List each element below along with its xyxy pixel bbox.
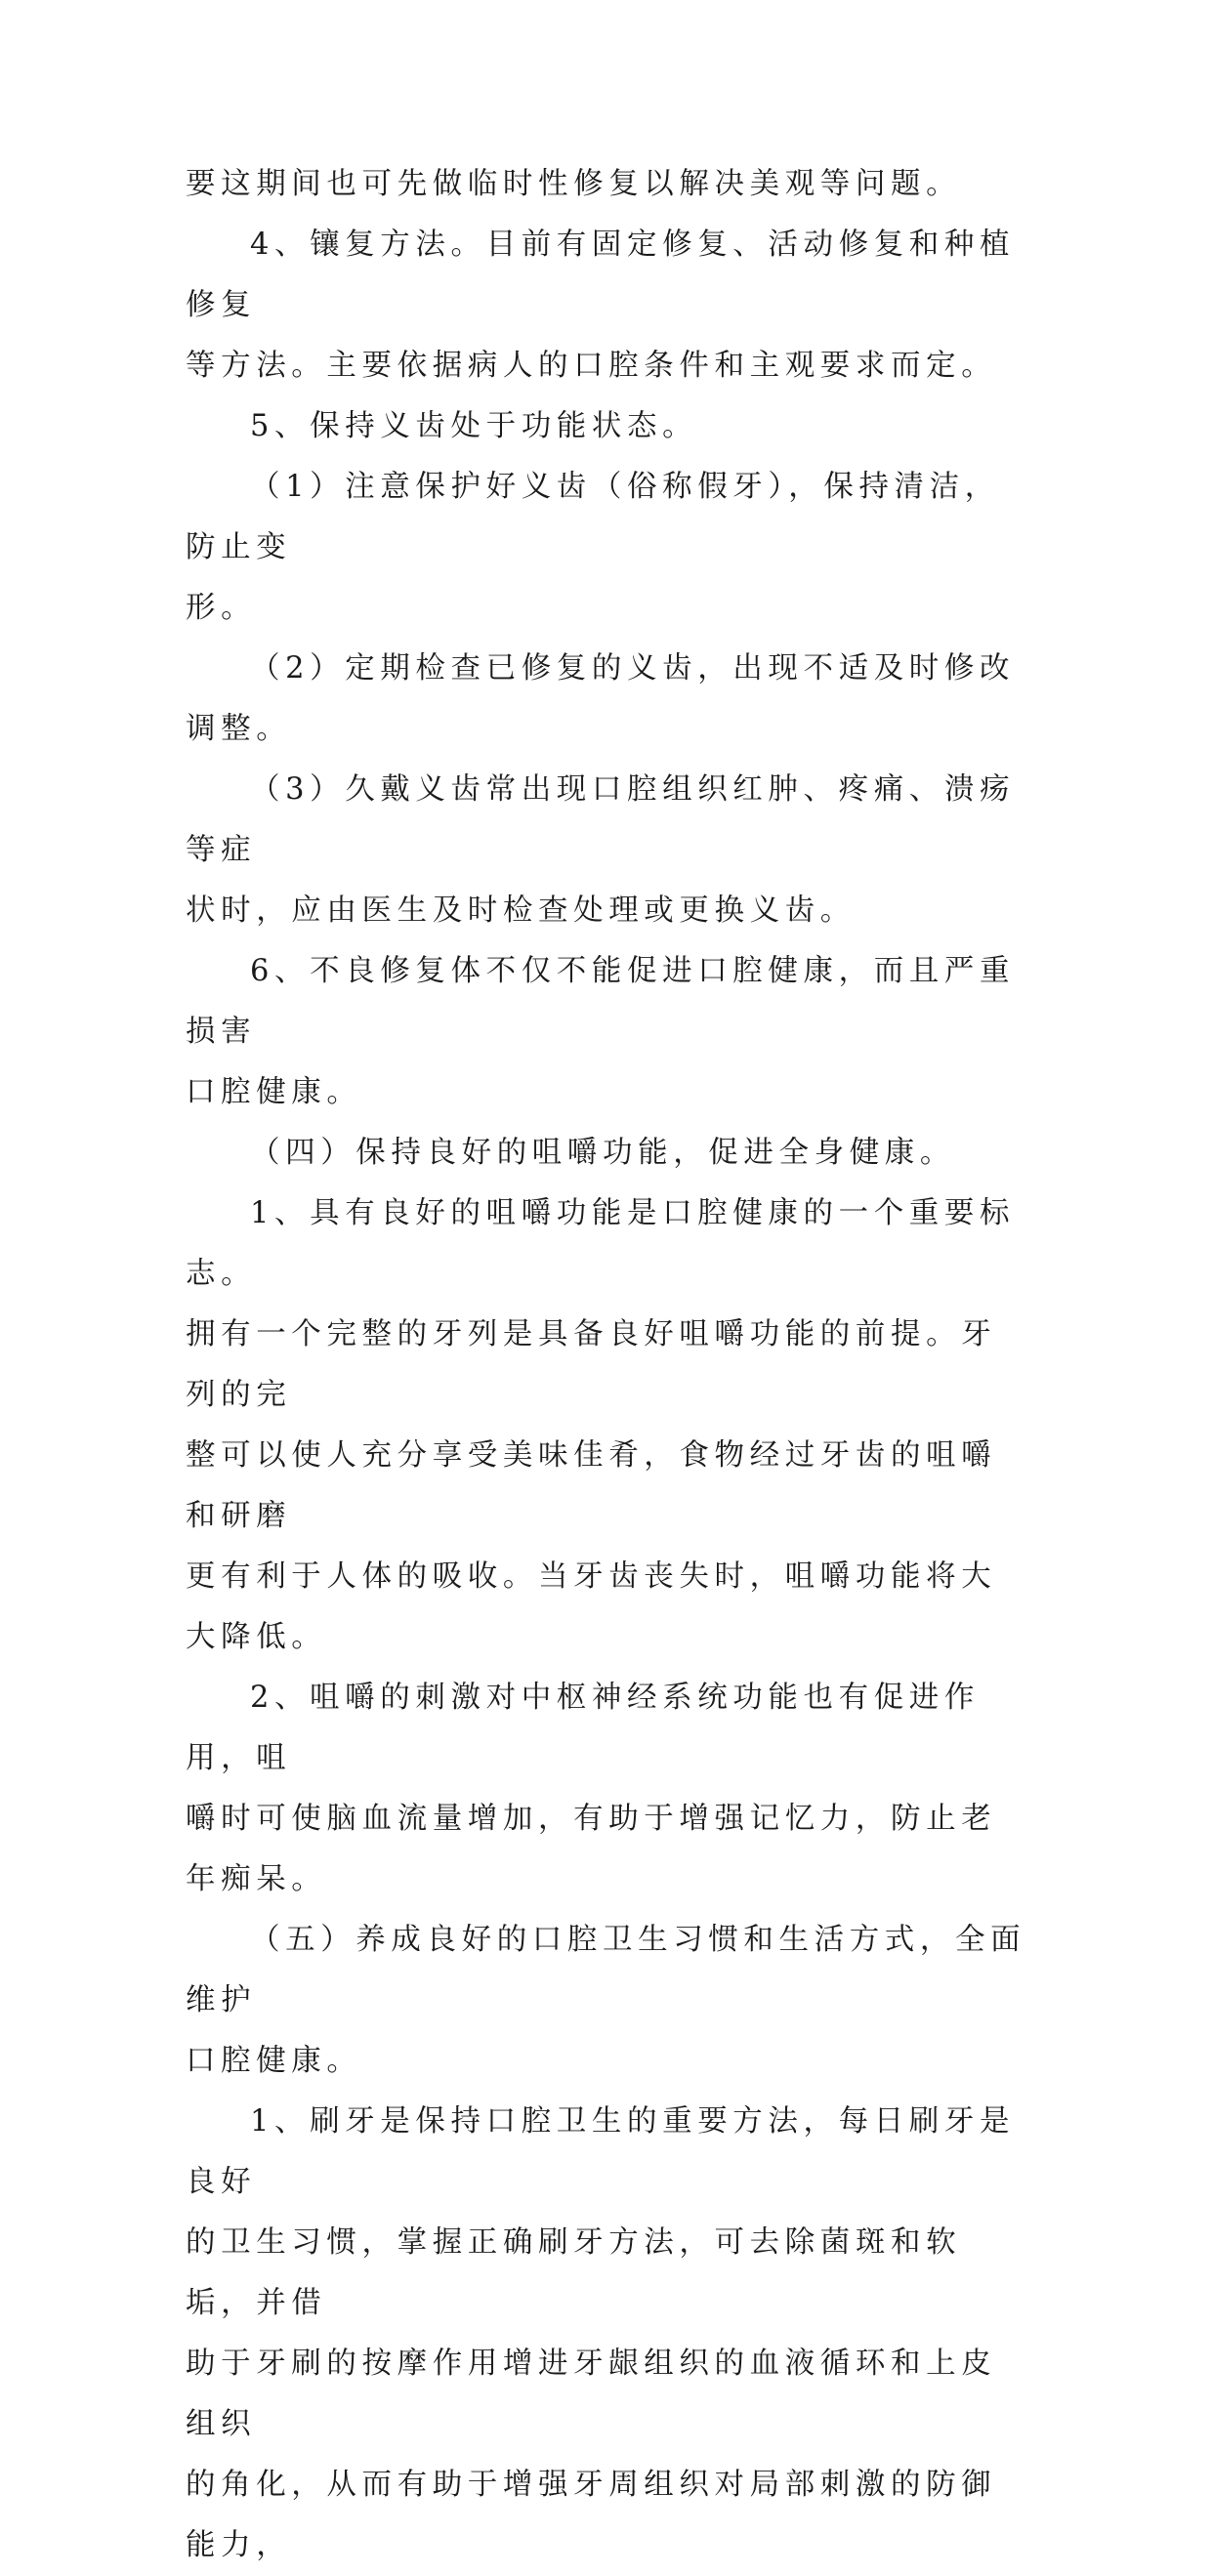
paragraph — [186, 1668, 1027, 1910]
text-line: （2）定期检查已修复的义齿，出现不适及时修改调整。 — [186, 651, 1016, 746]
text-line: 状时，应由医生及时检查处理或更换义齿。 — [186, 893, 856, 928]
text-line: 5、保持义齿处于功能状态。 — [250, 409, 698, 443]
paragraph — [186, 1910, 1027, 2092]
text-line: 整可以使人充分享受美味佳肴，食物经过牙齿的咀嚼和研磨 — [186, 1438, 997, 1533]
paragraph — [186, 457, 1027, 639]
text-line: 6、不良修复体不仅不能促进口腔健康，而且严重损害 — [186, 954, 1016, 1049]
text-line: 助于牙刷的按摩作用增进牙龈组织的血液循环和上皮组织 — [186, 2347, 997, 2441]
text-line: 要这期间也可先做临时性修复以解决美观等问题。 — [186, 167, 962, 201]
text-line: 的角化，从而有助于增强牙周组织对局部刺激的防御能力， — [186, 2468, 997, 2562]
paragraph — [186, 396, 1027, 457]
text-line: 4、镶复方法。目前有固定修复、活动修复和种植修复 — [186, 228, 1016, 322]
text-line: 1、具有良好的咀嚼功能是口腔健康的一个重要标志。 — [186, 1196, 1016, 1291]
text-line: 口腔健康。 — [186, 1075, 362, 1109]
text-line: 1、刷牙是保持口腔卫生的重要方法，每日刷牙是良好 — [186, 2104, 1016, 2199]
text-line: 口腔健康。 — [186, 2044, 362, 2078]
paragraph — [186, 1123, 1027, 1184]
text-line: （四）保持良好的咀嚼功能，促进全身健康。 — [250, 1136, 955, 1170]
text-line: 的卫生习惯，掌握正确刷牙方法，可去除菌斑和软垢，并借 — [186, 2225, 962, 2320]
text-line: 嚼时可使脑血流量增加，有助于增强记忆力，防止老年痴呆。 — [186, 1802, 997, 1896]
text-line: 2、咀嚼的刺激对中枢神经系统功能也有促进作用，咀 — [186, 1681, 981, 1775]
paragraph — [186, 941, 1027, 1123]
document-page — [186, 154, 1027, 2576]
text-line: （3）久戴义齿常出现口腔组织红肿、疼痛、溃疡等症 — [186, 772, 1016, 867]
text-line: 等方法。主要依据病人的口腔条件和主观要求而定。 — [186, 349, 997, 383]
paragraph — [186, 760, 1027, 941]
text-line: 拥有一个完整的牙列是具备良好咀嚼功能的前提。牙列的完 — [186, 1317, 997, 1412]
text-line: 更有利于人体的吸收。当牙齿丧失时，咀嚼功能将大大降低。 — [186, 1559, 997, 1654]
paragraph — [186, 154, 1027, 215]
paragraph — [186, 2092, 1027, 2576]
text-line: （1）注意保护好义齿（俗称假牙），保持清洁，防止变 — [186, 470, 1000, 564]
text-line: （五）养成良好的口腔卫生习惯和生活方式，全面维护 — [186, 1923, 1026, 2017]
paragraph — [186, 639, 1027, 760]
paragraph — [186, 1184, 1027, 1668]
text-line: 形。 — [186, 591, 257, 625]
paragraph — [186, 215, 1027, 396]
